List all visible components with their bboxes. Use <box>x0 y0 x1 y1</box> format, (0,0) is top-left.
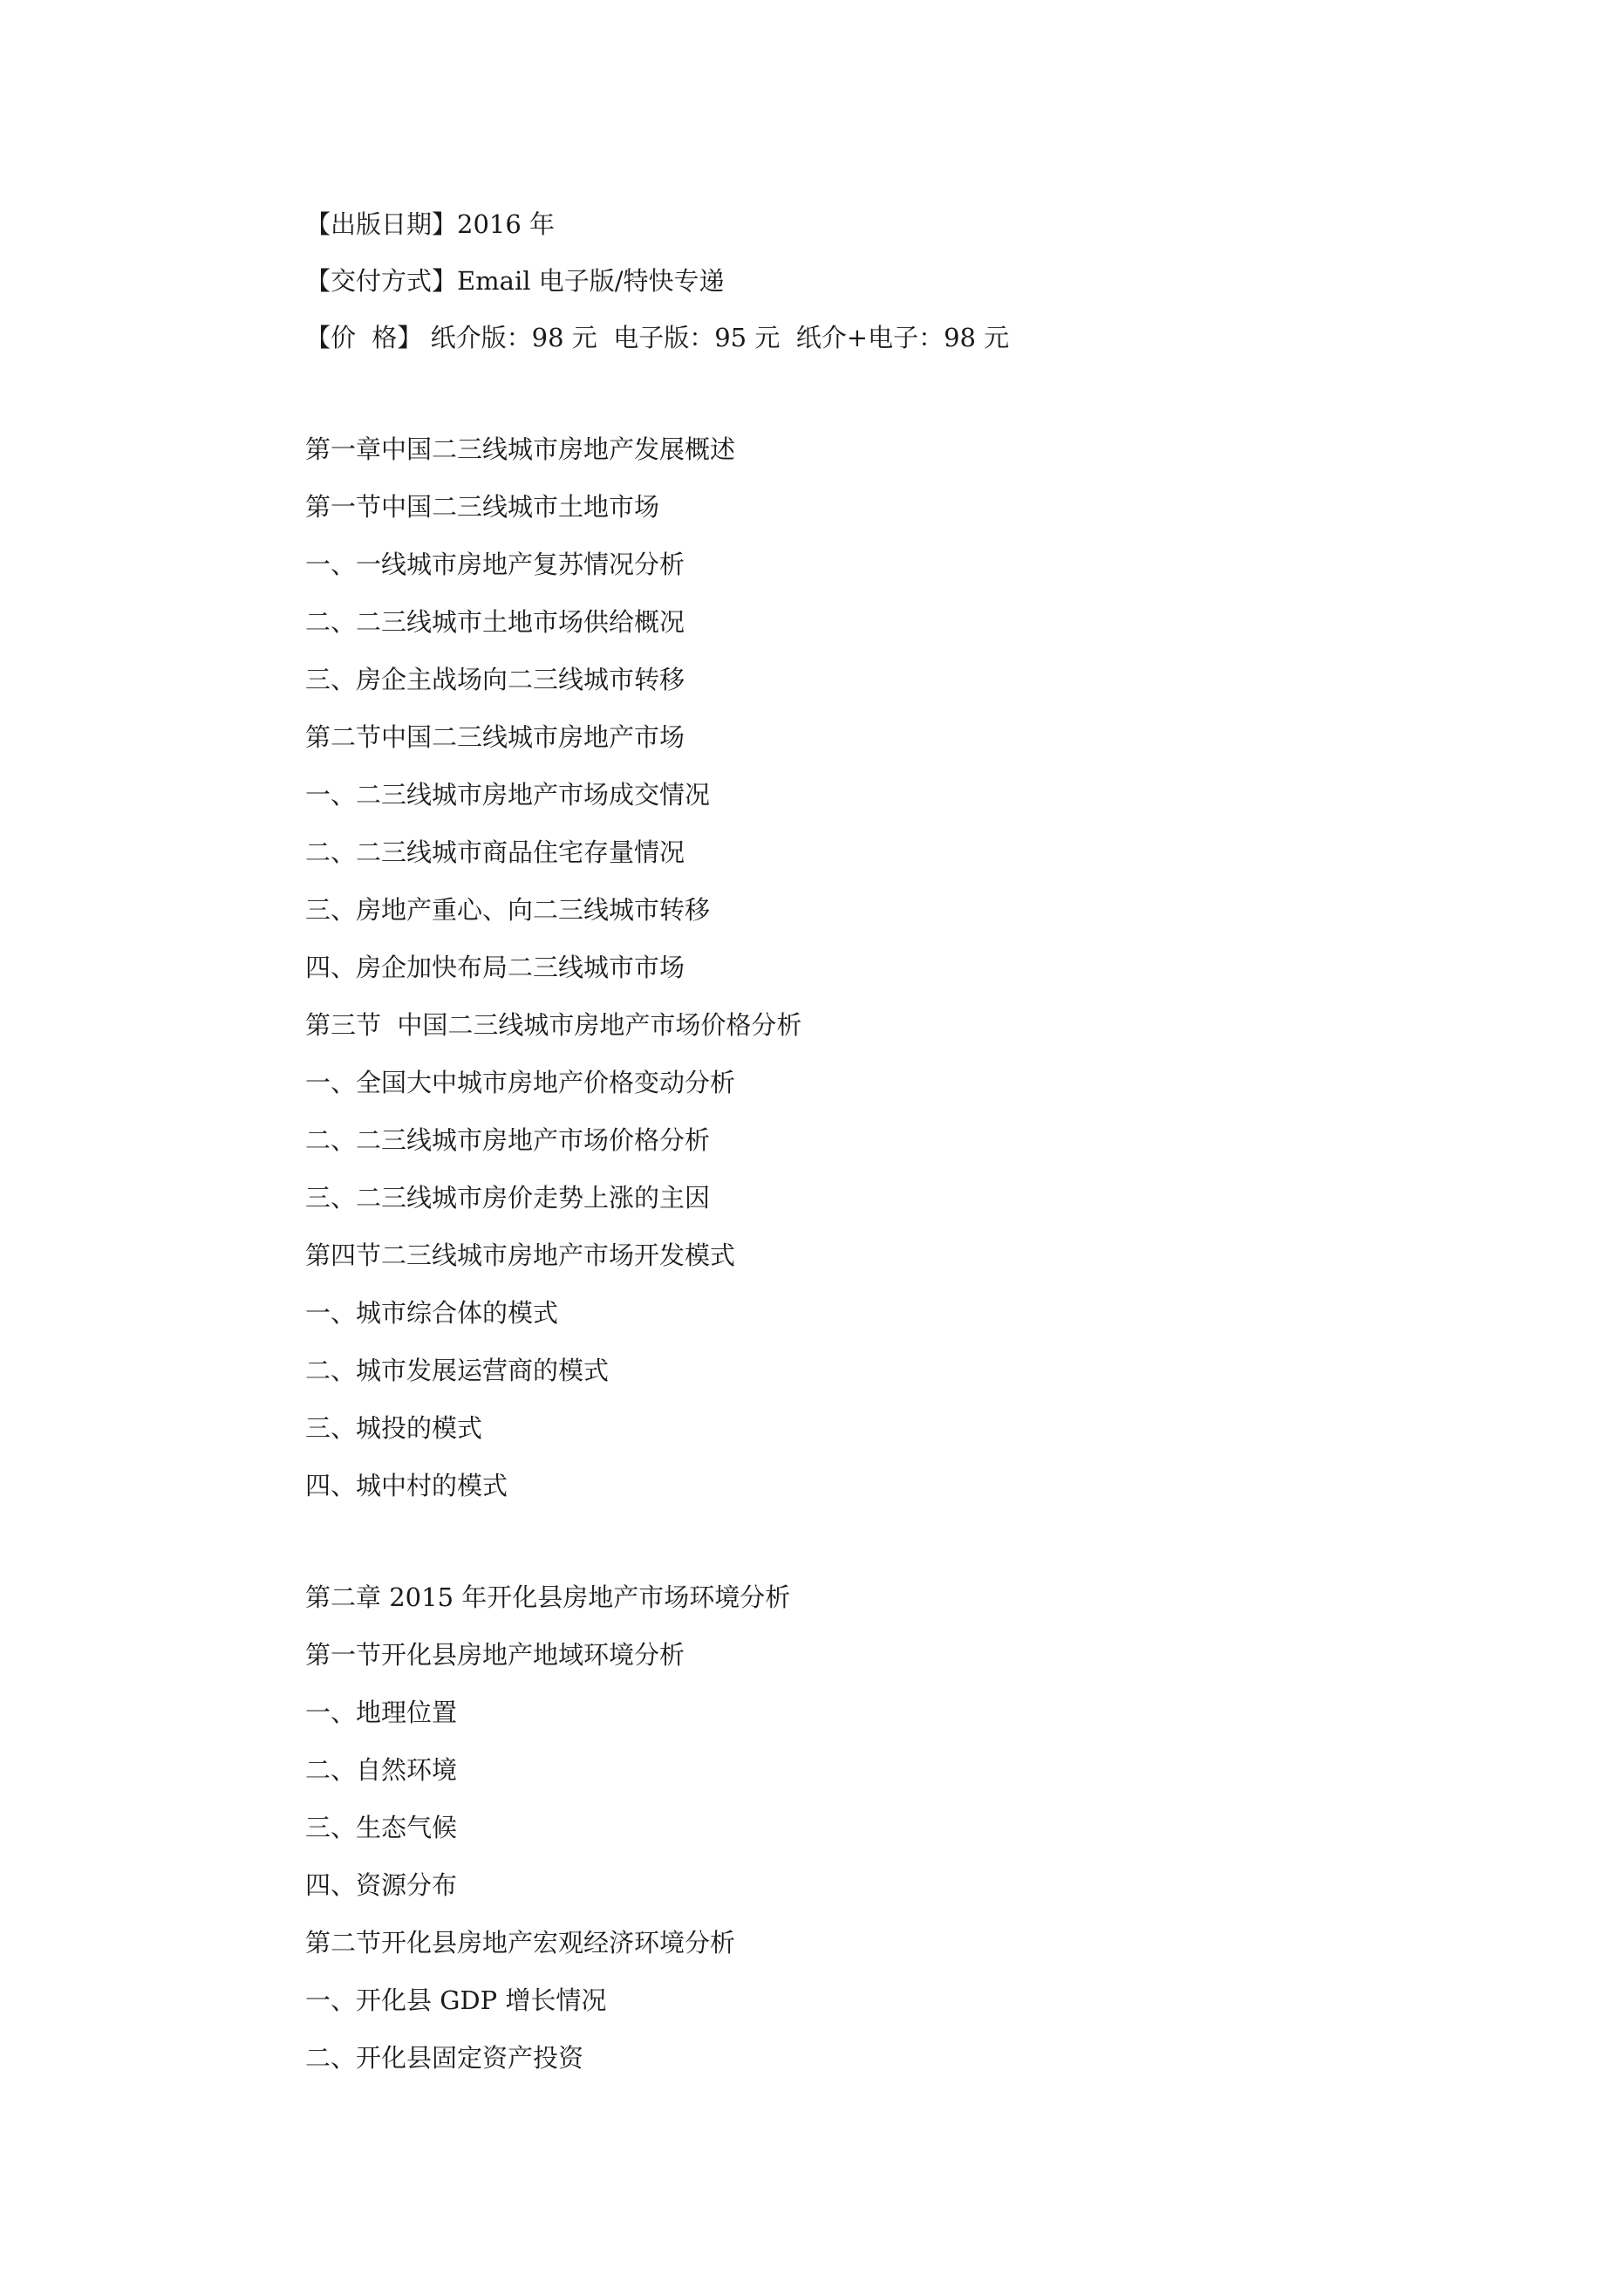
toc-item: 二、自然环境 <box>305 1755 458 1785</box>
toc-item: 第四节二三线城市房地产市场开发模式 <box>305 1240 736 1270</box>
toc-item: 第二节中国二三线城市房地产市场 <box>305 722 685 752</box>
toc-item: 二、二三线城市房地产市场价格分析 <box>305 1125 711 1155</box>
toc-item: 四、资源分布 <box>305 1870 458 1900</box>
chapter-2 <box>305 1568 1439 2087</box>
section-gap <box>305 366 1439 420</box>
toc-item: 第一节开化县房地产地域环境分析 <box>305 1640 685 1670</box>
toc-item: 三、房企主战场向二三线城市转移 <box>305 665 685 694</box>
toc-item: 二、开化县固定资产投资 <box>305 2043 584 2073</box>
toc-item: 二、二三线城市商品住宅存量情况 <box>305 837 685 867</box>
toc-item: 四、城中村的模式 <box>305 1471 508 1500</box>
toc-item: 一、开化县 GDP 增长情况 <box>305 1985 607 2015</box>
toc-item: 二、二三线城市土地市场供给概况 <box>305 607 685 637</box>
toc-item: 一、地理位置 <box>305 1698 458 1727</box>
chapter-title: 第一章中国二三线城市房地产发展概述 <box>305 434 736 464</box>
chapter-title: 第二章 2015 年开化县房地产市场环境分析 <box>305 1582 791 1612</box>
publish-date: 【出版日期】2016 年 <box>305 209 556 239</box>
price-info: 【价 格】 纸介版：98 元 电子版：95 元 纸介+电子：98 元 <box>305 323 1010 352</box>
section-gap <box>305 1514 1439 1568</box>
document-content <box>305 196 1439 2087</box>
toc-item: 一、一线城市房地产复苏情况分析 <box>305 550 685 579</box>
toc-item: 三、二三线城市房价走势上涨的主因 <box>305 1183 711 1213</box>
toc-item: 二、城市发展运营商的模式 <box>305 1356 610 1385</box>
chapter-1 <box>305 420 1439 1514</box>
toc-item: 第三节 中国二三线城市房地产市场价格分析 <box>305 1010 802 1040</box>
delivery-method: 【交付方式】Email 电子版/特快专递 <box>305 266 725 296</box>
toc-item: 第一节中国二三线城市土地市场 <box>305 492 660 522</box>
toc-item: 一、全国大中城市房地产价格变动分析 <box>305 1068 736 1097</box>
toc-item: 四、房企加快布局二三线城市市场 <box>305 953 685 982</box>
toc-item: 一、城市综合体的模式 <box>305 1298 559 1328</box>
toc-item: 一、二三线城市房地产市场成交情况 <box>305 780 711 810</box>
report-meta <box>305 196 1439 366</box>
toc-item: 三、房地产重心、向二三线城市转移 <box>305 895 711 925</box>
toc-item: 三、城投的模式 <box>305 1413 483 1443</box>
toc-item: 三、生态气候 <box>305 1813 458 1842</box>
toc-item: 第二节开化县房地产宏观经济环境分析 <box>305 1928 736 1958</box>
